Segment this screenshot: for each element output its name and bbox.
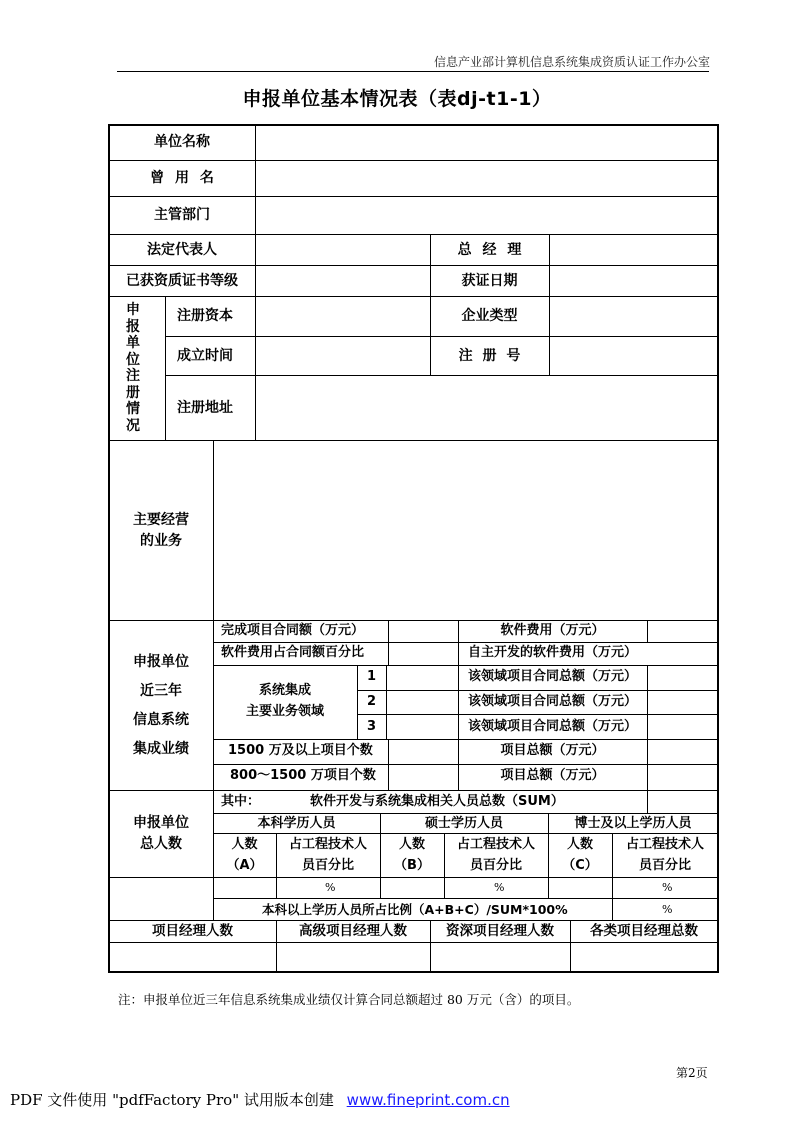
- label-count-a: 人数: [231, 837, 258, 852]
- row-divider: [109, 440, 718, 441]
- row-divider: [357, 714, 718, 715]
- pct-sign-b: %: [494, 881, 505, 894]
- label-business-1: 主要经营: [133, 512, 189, 528]
- label-pct-c-sub: 员百分比: [638, 858, 691, 873]
- label-supervisor: 主管部门: [154, 207, 210, 223]
- label-performance-3: 信息系统: [133, 712, 189, 728]
- row-divider: [213, 764, 718, 765]
- col-divider: [647, 620, 648, 642]
- row-divider: [109, 942, 718, 943]
- row-divider: [109, 234, 718, 235]
- row-divider: [213, 665, 718, 666]
- col-divider: [165, 296, 166, 440]
- label-pct-a-sub: 员百分比: [301, 858, 354, 873]
- col-divider: [647, 790, 648, 813]
- label-domain-2: 主要业务领域: [245, 704, 324, 719]
- header-rule: [117, 71, 709, 72]
- label-among: 其中：: [221, 794, 261, 809]
- label-business-2: 的业务: [140, 533, 182, 549]
- footer-text: PDF 文件使用 "pdfFactory Pro" 试用版本创建: [10, 1091, 334, 1109]
- col-divider: [388, 642, 389, 665]
- label-over1500: 1500 万及以上项目个数: [228, 743, 373, 758]
- label-unit-name: 单位名称: [154, 134, 210, 150]
- label-gm: 总 经 理: [457, 242, 522, 258]
- label-performance-4: 集成业绩: [133, 741, 189, 757]
- label-ratio: 本科以上学历人员所占比例（A+B+C）/SUM*100%: [262, 902, 568, 917]
- row-divider: [109, 296, 718, 297]
- label-count-a-sub: （A）: [226, 858, 263, 873]
- row-divider: [109, 877, 718, 878]
- label-domain-1: 系统集成: [258, 683, 311, 698]
- row-divider: [213, 813, 718, 814]
- col-divider: [255, 296, 256, 440]
- label-total-pm: 各类项目经理总数: [590, 923, 698, 939]
- footnote: 注：申报单位近三年信息系统集成业绩仅计算合同总额超过 80 万元（含）的项目。: [118, 992, 580, 1007]
- domain-no: 3: [366, 719, 377, 734]
- label-mid: 800～1500 万项目个数: [230, 768, 376, 783]
- pct-sign-a: %: [325, 881, 336, 894]
- label-pct-c: 占工程技术人: [625, 837, 704, 852]
- page-title: 申报单位基本情况表（表dj-t1-1）: [242, 88, 552, 110]
- label-performance-1: 申报单位: [133, 654, 189, 670]
- label-cert-level: 已获资质证书等级: [126, 273, 238, 289]
- pct-sign-c: %: [662, 881, 673, 894]
- label-count-c: 人数: [566, 837, 593, 852]
- col-divider: [388, 620, 389, 642]
- label-staff-1: 申报单位: [133, 815, 189, 831]
- label-over1500-total: 项目总额（万元）: [500, 743, 605, 758]
- label-expert-pm: 资深项目经理人数: [446, 923, 554, 939]
- row-divider: [109, 790, 718, 791]
- label-staff-2: 总人数: [140, 836, 182, 852]
- domain-no: 1: [366, 669, 377, 684]
- label-address: 注册地址: [177, 400, 233, 416]
- col-divider: [549, 234, 550, 375]
- label-company-type: 企业类型: [461, 308, 518, 324]
- footer-link[interactable]: www.fineprint.com.cn: [346, 1091, 510, 1109]
- label-bachelor: 本科学历人员: [257, 816, 336, 831]
- row-divider: [109, 920, 718, 921]
- page-number: 第2页: [676, 1066, 708, 1080]
- row-divider: [213, 739, 718, 740]
- row-divider: [109, 196, 718, 197]
- label-count-c-sub: （C）: [562, 858, 598, 873]
- col-divider: [386, 665, 387, 739]
- label-capital: 注册资本: [177, 308, 233, 324]
- label-senior-pm: 高级项目经理人数: [299, 923, 407, 939]
- label-domain-amount: 该领域项目合同总额（万元）: [467, 694, 637, 709]
- row-divider: [109, 265, 718, 266]
- label-self-dev: 自主开发的软件费用（万元）: [467, 645, 637, 660]
- label-contract-total: 完成项目合同额（万元）: [221, 623, 365, 638]
- label-pm-count: 项目经理人数: [152, 923, 233, 939]
- row-divider: [109, 160, 718, 161]
- pdf-footer: [10, 1089, 510, 1110]
- label-former-name: 曾 用 名: [150, 170, 214, 186]
- label-performance-2: 近三年: [140, 683, 182, 699]
- label-count-b-sub: （B）: [394, 858, 430, 873]
- label-software-ratio: 软件费用占合同额百分比: [221, 645, 365, 660]
- row-divider: [165, 375, 718, 376]
- row-divider: [213, 642, 718, 643]
- row-divider: [213, 833, 718, 834]
- row-divider: [165, 336, 718, 337]
- col-divider: [388, 739, 389, 790]
- label-reg-no: 注 册 号: [458, 348, 521, 364]
- row-divider: [213, 898, 718, 899]
- label-registration-section: 申 报 单 位 注 册 情 况: [126, 302, 140, 434]
- label-sum: 软件开发与系统集成相关人员总数（SUM）: [310, 794, 564, 809]
- label-mid-total: 项目总额（万元）: [500, 768, 605, 783]
- label-cert-date: 获证日期: [461, 273, 518, 289]
- col-divider: [647, 665, 648, 790]
- label-pct-b-sub: 员百分比: [469, 858, 522, 873]
- label-founded: 成立时间: [177, 348, 233, 364]
- label-count-b: 人数: [398, 837, 425, 852]
- row-divider: [357, 690, 718, 691]
- label-software-cost: 软件费用（万元）: [500, 623, 605, 638]
- label-pct-b: 占工程技术人: [456, 837, 535, 852]
- header-org: 信息产业部计算机信息系统集成资质认证工作办公室: [433, 55, 710, 69]
- col-divider: [255, 125, 256, 296]
- label-pct-a: 占工程技术人: [288, 837, 367, 852]
- label-doctor: 博士及以上学历人员: [574, 816, 692, 831]
- domain-no: 2: [366, 694, 377, 709]
- row-divider: [109, 620, 718, 621]
- label-master: 硕士学历人员: [424, 816, 503, 831]
- label-domain-amount: 该领域项目合同总额（万元）: [467, 669, 637, 684]
- pct-sign-ratio: %: [662, 903, 673, 916]
- label-legal-rep: 法定代表人: [147, 242, 217, 258]
- label-domain-amount: 该领域项目合同总额（万元）: [467, 719, 637, 734]
